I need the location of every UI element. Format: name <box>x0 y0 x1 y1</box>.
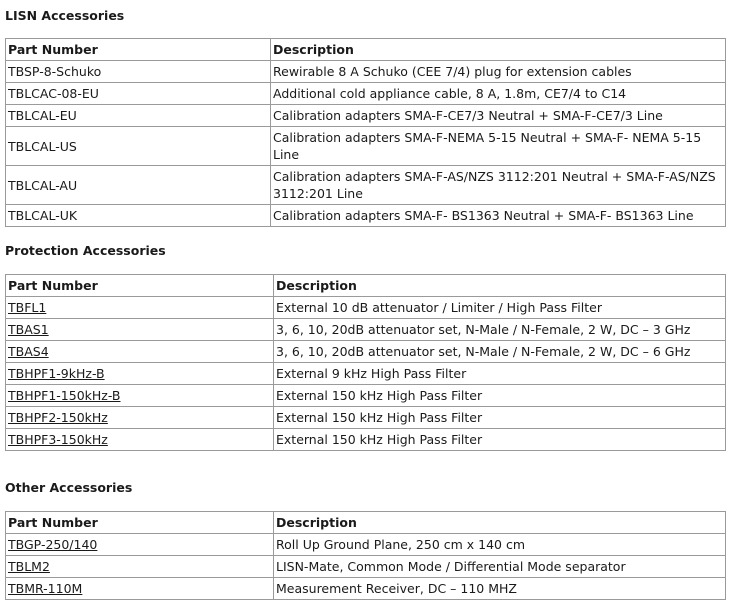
part-number-cell: TBLCAL-UK <box>6 205 271 227</box>
description-cell: External 150 kHz High Pass Filter <box>274 407 726 429</box>
table-row <box>6 105 726 127</box>
column-header-part-number: Part Number <box>6 39 271 61</box>
table-row <box>6 429 726 451</box>
table-row <box>6 127 726 166</box>
table-row <box>6 83 726 105</box>
part-number-link[interactable]: TBMR-110M <box>6 578 274 600</box>
part-number-link[interactable]: TBGP-250/140 <box>6 534 274 556</box>
protection-accessories-table <box>5 274 726 451</box>
table-row <box>6 556 726 578</box>
part-number-link[interactable]: TBHPF1-150kHz-B <box>6 385 274 407</box>
column-header-description: Description <box>274 512 726 534</box>
description-cell: Calibration adapters SMA-F- BS1363 Neutral + SMA-F- BS1363 Line <box>271 205 726 227</box>
section-title: Other Accessories <box>5 480 133 495</box>
part-number-link[interactable]: TBLM2 <box>6 556 274 578</box>
table-row <box>6 534 726 556</box>
column-header-part-number: Part Number <box>6 512 274 534</box>
section-title: Protection Accessories <box>5 243 166 258</box>
part-number-link[interactable]: TBAS1 <box>6 319 274 341</box>
description-cell: 3, 6, 10, 20dB attenuator set, N-Male / N-Female, 2 W, DC – 6 GHz <box>274 341 726 363</box>
part-number-cell: TBLCAC-08-EU <box>6 83 271 105</box>
description-cell: Roll Up Ground Plane, 250 cm x 140 cm <box>274 534 726 556</box>
part-number-link[interactable]: TBHPF2-150kHz <box>6 407 274 429</box>
table-row <box>6 385 726 407</box>
part-number-cell: TBSP-8-Schuko <box>6 61 271 83</box>
table-row <box>6 297 726 319</box>
column-header-description: Description <box>271 39 726 61</box>
section-title: LISN Accessories <box>5 8 125 23</box>
part-number-cell: TBLCAL-US <box>6 127 271 166</box>
table-row <box>6 363 726 385</box>
description-cell: Measurement Receiver, DC – 110 MHZ <box>274 578 726 600</box>
table-header-row <box>6 39 726 61</box>
table-row <box>6 341 726 363</box>
table-header-row <box>6 275 726 297</box>
table-header-row <box>6 512 726 534</box>
description-cell: External 10 dB attenuator / Limiter / High Pass Filter <box>274 297 726 319</box>
description-cell: 3, 6, 10, 20dB attenuator set, N-Male / N-Female, 2 W, DC – 3 GHz <box>274 319 726 341</box>
part-number-link[interactable]: TBFL1 <box>6 297 274 319</box>
table-row <box>6 166 726 205</box>
part-number-link[interactable]: TBAS4 <box>6 341 274 363</box>
description-cell: Additional cold appliance cable, 8 A, 1.8m, CE7/4 to C14 <box>271 83 726 105</box>
description-cell: External 150 kHz High Pass Filter <box>274 385 726 407</box>
part-number-link[interactable]: TBHPF1-9kHz-B <box>6 363 274 385</box>
part-number-cell: TBLCAL-AU <box>6 166 271 205</box>
part-number-cell: TBLCAL-EU <box>6 105 271 127</box>
description-cell: Rewirable 8 A Schuko (CEE 7/4) plug for extension cables <box>271 61 726 83</box>
table-row <box>6 319 726 341</box>
description-cell: Calibration adapters SMA-F-NEMA 5-15 Neutral + SMA-F- NEMA 5-15 Line <box>271 127 726 166</box>
description-cell: External 150 kHz High Pass Filter <box>274 429 726 451</box>
description-cell: Calibration adapters SMA-F-AS/NZS 3112:201 Neutral + SMA-F-AS/NZS 3112:201 Line <box>271 166 726 205</box>
table-row <box>6 61 726 83</box>
description-cell: LISN-Mate, Common Mode / Differential Mode separator <box>274 556 726 578</box>
part-number-link[interactable]: TBHPF3-150kHz <box>6 429 274 451</box>
lisn-accessories-table <box>5 38 726 227</box>
other-accessories-table <box>5 511 726 600</box>
table-row <box>6 407 726 429</box>
column-header-description: Description <box>274 275 726 297</box>
description-cell: Calibration adapters SMA-F-CE7/3 Neutral + SMA-F-CE7/3 Line <box>271 105 726 127</box>
description-cell: External 9 kHz High Pass Filter <box>274 363 726 385</box>
column-header-part-number: Part Number <box>6 275 274 297</box>
table-row <box>6 205 726 227</box>
table-row <box>6 578 726 600</box>
